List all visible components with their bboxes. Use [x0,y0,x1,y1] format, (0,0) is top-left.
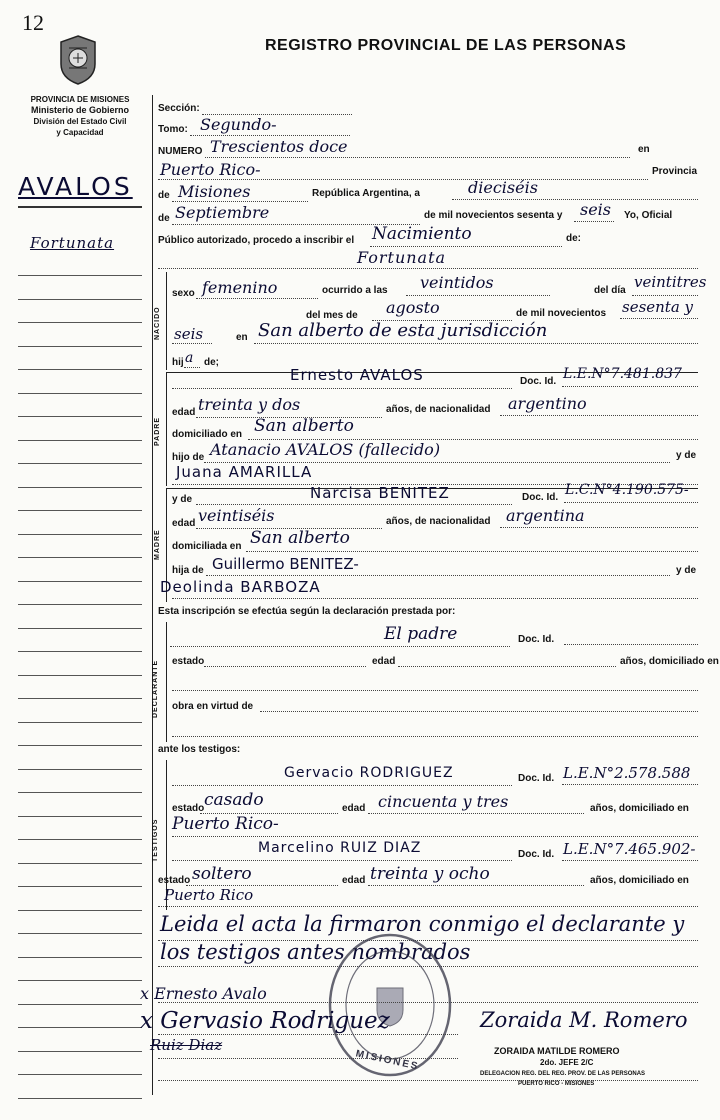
value-mes: agosto [386,298,440,317]
label-edad2: edad [342,875,366,886]
padre-doc: L.E.N°7.481.837 [563,366,682,382]
label-de: de [158,213,170,224]
margin-line [18,557,142,558]
testigo1-doc: L.E.N°2.578.588 [563,764,691,782]
line [172,598,698,599]
coat-of-arms-icon [55,34,101,86]
margin-line [18,698,142,699]
line [564,644,698,645]
line [260,711,698,712]
line [172,860,512,861]
margin-line [18,1074,142,1075]
label-doc-id: Doc. Id. [518,773,555,784]
label-yo-oficial: Yo, Oficial [624,210,673,221]
label-doc-id: Doc. Id. [522,492,559,503]
label-edad2: edad [342,803,366,814]
official-title: 2do. JEFE 2/C [540,1058,594,1067]
value-anio2: seis [174,325,204,343]
margin-line [18,1051,142,1052]
margin-line [18,510,142,511]
document-title: REGISTRO PROVINCIAL DE LAS PERSONAS [265,37,627,54]
label-testigos: ante los testigos: [158,744,241,755]
testigo1-estado: casado [204,790,264,810]
side-testigos: TESTIGOS [152,818,159,862]
line [172,736,698,737]
line [205,157,630,158]
line [562,860,698,861]
official-name: ZORAIDA MATILDE ROMERO [494,1046,620,1056]
label-domiciliada-en: domiciliada en [172,541,242,552]
label-de2: de; [204,357,219,368]
margin-line [18,369,142,370]
label-en: en [638,144,650,155]
line [368,813,584,814]
value-acto: Nacimiento [372,224,472,244]
margin-line [18,322,142,323]
line [196,504,512,505]
line [574,221,614,222]
page-number: 12 [22,10,44,35]
testigo2-nombre: Marcelino RUIZ DIAZ [258,840,422,856]
label-hija-de: hija de [172,565,204,576]
official-place: PUERTO RICO - MISIONES [518,1081,595,1087]
margin-line [18,745,142,746]
label-anos-dom: años, domiciliado en [590,875,689,886]
label-ocurrido: ocurrido a las [322,285,388,296]
side-nacido: NACIDO [154,306,161,340]
margin-line [18,1098,142,1099]
label-sexo: sexo [172,288,195,299]
label-de-mil2: de mil novecientos [516,308,607,319]
margin-line [18,839,142,840]
madre-doc: L.C.N°4.190.575- [565,482,689,498]
margin-line [18,463,142,464]
section-rule [166,272,167,370]
label-tomo: Tomo: [158,124,188,135]
label-hij: hij [172,357,184,368]
left-surname: AVALOS [18,172,133,201]
seal-text: MISIONES [354,1048,421,1073]
label-edad: edad [172,518,196,529]
line [452,199,698,200]
margin-line [18,816,142,817]
line [172,201,308,202]
margin-line [18,1004,142,1005]
padre-edad: treinta y dos [198,395,301,414]
line [370,246,562,247]
testigo2-doc: L.E.N°7.465.902- [563,840,696,858]
value-dia: veintitres [634,273,707,291]
line [564,502,698,503]
margin-line [18,792,142,793]
value-sexo: femenino [202,278,278,297]
signature-padre: x Ernesto Avalo [140,984,267,1003]
label-obra: obra en virtud de [172,701,254,712]
agency-line: Ministerio de Gobierno [30,105,129,115]
line [158,1058,458,1059]
label-de: de [158,190,170,201]
line [172,836,698,837]
margin-line [18,722,142,723]
margin-line [18,393,142,394]
line [562,784,698,785]
margin-line [18,769,142,770]
margin-line [18,440,142,441]
label-domiciliado-en: domiciliado en [172,429,243,440]
value-anio-acto: seis [580,200,612,219]
margin-line [18,346,142,347]
line [398,666,616,667]
line [254,343,698,344]
label-del-mes: del mes de [306,310,358,321]
line [196,298,318,299]
agency-line: PROVINCIA DE MISIONES [30,95,130,104]
line [368,885,584,886]
testigo2-edad: treinta y ocho [370,864,490,884]
section-rule [166,372,167,486]
margin-line [18,910,142,911]
padre-nacionalidad: argentino [508,394,587,413]
line [500,415,698,416]
label-y-de2: y de [172,494,193,505]
official-dept: DELEGACION REG. DEL REG. PROV. DE LAS PERSONAS [480,1071,646,1077]
label-de-mil: de mil novecientos sesenta y [424,210,563,221]
line [204,666,366,667]
line [246,551,698,552]
line [158,268,698,269]
side-madre: MADRE [154,529,161,560]
label-seccion: Sección: [158,103,200,114]
margin-line [18,534,142,535]
margin-line [18,980,142,981]
label-del-dia: del día [594,285,626,296]
line [172,388,512,389]
margin-line [18,675,142,676]
testigo1-edad: cincuenta y tres [378,792,509,811]
label-estado: estado [172,803,205,814]
line [172,690,698,691]
line [500,527,698,528]
madre-nacionalidad: argentina [506,506,585,525]
label-anos-dom: años, domiciliado en [620,656,719,667]
main-divider [152,95,153,1095]
label-de-colon: de: [566,233,581,244]
line [184,367,200,368]
value-numero: Trescientos doce [210,137,348,156]
agency-block [14,94,146,138]
label-estado: estado [158,875,191,886]
value-hora: veintidos [420,273,494,292]
value-provincia: Misiones [178,182,251,201]
margin-line [18,581,142,582]
margin-line [18,886,142,887]
testigo1-nombre: Gervacio RODRIGUEZ [284,765,454,781]
margin-line [18,651,142,652]
value-tomo: Segundo- [200,115,277,134]
signature-testigo2: Ruiz Diaz [150,1036,223,1054]
value-lugar-nac: San alberto de esta jurisdicción [258,320,548,341]
value-lugar: Puerto Rico- [160,160,261,179]
testigo2-domicilio: Puerto Rico [164,886,254,904]
signature-testigo1: x Gervasio Rodriguez [140,1008,390,1034]
padre-nombre: Ernesto AVALOS [290,366,424,384]
agency-line: y Capacidad [56,128,104,137]
label-doc-id: Doc. Id. [520,376,557,387]
side-padre: PADRE [154,417,161,446]
madre-padre: Guillermo BENITEZ- [212,555,359,573]
madre-edad: veintiséis [198,506,275,525]
madre-madre: Deolinda BARBOZA [160,578,321,596]
side-declarante: DECLARANTE [152,659,159,718]
label-numero: NUMERO [158,146,203,157]
line [206,575,670,576]
line [158,179,648,180]
line [620,318,698,319]
margin-line [18,487,142,488]
margin-line [18,863,142,864]
agency-line: División del Estado Civil [33,117,127,126]
label-estado: estado [172,656,205,667]
section-rule [166,622,167,742]
label-republica: República Argentina, a [312,188,420,199]
line [562,386,698,387]
padre-madre: Juana AMARILLA [176,463,313,481]
margin-line [18,628,142,629]
label-anos-dom: años, domiciliado en [590,803,689,814]
label-y-de: y de [676,450,697,461]
padre-domicilio: San alberto [254,416,354,436]
margin-line [18,416,142,417]
margin-line [18,604,142,605]
label-declaracion: Esta inscripción se efectúa según la declaración prestada por: [158,606,456,617]
label-y-de: y de [676,565,697,576]
padre-padre: Atanacio AVALOS (fallecido) [210,440,441,459]
value-nombre: Fortunata [357,248,447,267]
line [172,343,212,344]
official-signature: Zoraida M. Romero [480,1008,688,1032]
cierre-linea-1: Leida el acta la firmaron conmigo el declarante y [160,912,685,936]
line [190,135,350,136]
label-anos-nac: años, de nacionalidad [386,404,491,415]
label-provincia: Provincia [652,166,698,177]
testigo1-domicilio: Puerto Rico- [172,814,279,834]
label-anos-nac: años, de nacionalidad [386,516,491,527]
value-hij-suffix: a [185,350,194,366]
label-doc-id: Doc. Id. [518,849,555,860]
madre-domicilio: San alberto [250,528,350,548]
line [170,646,510,647]
value-anio: sesenta y [622,298,694,316]
line [158,1080,698,1081]
value-mes-acto: Septiembre [175,203,270,222]
margin-line [18,275,142,276]
line [632,295,698,296]
margin-line [18,957,142,958]
value-declarante: El padre [384,624,458,644]
left-given-name: Fortunata [30,234,115,252]
margin-line [18,933,142,934]
line [172,785,512,786]
label-hijo-de: hijo de [172,452,205,463]
label-edad: edad [172,407,196,418]
line [158,906,698,907]
line [406,295,550,296]
testigo2-estado: soltero [192,864,252,884]
value-dia-acto: dieciséis [468,178,538,197]
label-edad2: edad [372,656,396,667]
madre-nombre: Narcisa BENITEZ [310,484,450,502]
line [158,1034,458,1035]
cierre-linea-2: los testigos antes nombrados [160,940,471,964]
surname-underline [18,206,142,208]
label-doc-id: Doc. Id. [518,634,555,645]
margin-line [18,1027,142,1028]
label-publico: Público autorizado, procedo a inscribir el [158,235,355,246]
label-en-lugar: en [236,332,248,343]
margin-line [18,299,142,300]
